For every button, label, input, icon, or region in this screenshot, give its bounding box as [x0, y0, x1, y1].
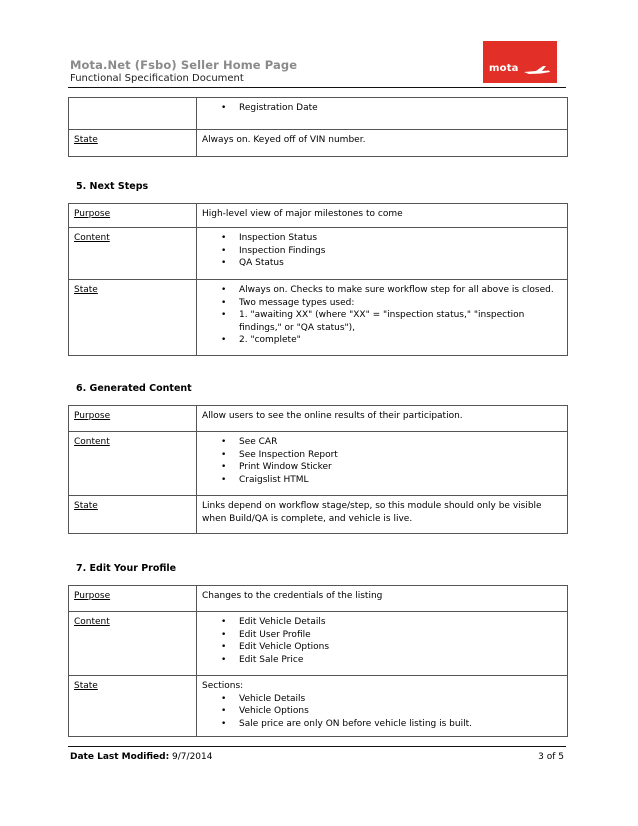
- row-key: Content: [69, 228, 197, 280]
- row-value: Changes to the credentials of the listing: [197, 586, 568, 612]
- row-key: State: [69, 130, 197, 157]
- list-item: • Craigslist HTML: [239, 474, 562, 487]
- header-rule: [68, 87, 566, 88]
- list-item: • Print Window Sticker: [239, 461, 562, 474]
- spec-table-edit-your-profile: [68, 585, 568, 737]
- row-value: [197, 280, 568, 356]
- row-key: Content: [69, 432, 197, 496]
- table-row: [69, 496, 568, 534]
- section-heading-generated-content: 6. Generated Content: [76, 383, 192, 394]
- list-item: • 2. "complete": [239, 334, 562, 347]
- row-value: Links depend on workflow stage/step, so this module should only be visible when Build/QA is complete, and vehicle is live.: [197, 496, 568, 534]
- bullet-list: [202, 436, 562, 486]
- row-key: State: [69, 280, 197, 356]
- row-value: [197, 432, 568, 496]
- row-key: State: [69, 496, 197, 534]
- table-row: [69, 586, 568, 612]
- table-row: [69, 98, 568, 130]
- list-item: • See Inspection Report: [239, 449, 562, 462]
- list-item: • Always on. Checks to make sure workflow step for all above is closed.: [239, 284, 562, 297]
- row-key: State: [69, 676, 197, 737]
- row-text: Sections:: [202, 681, 244, 691]
- row-key: [69, 98, 197, 130]
- row-value: [197, 612, 568, 676]
- list-item: • QA Status: [239, 257, 562, 270]
- bullet-list: [202, 232, 562, 270]
- list-item: • Edit User Profile: [239, 629, 562, 642]
- document-subtitle: Functional Specification Document: [70, 73, 244, 84]
- table-row: [69, 280, 568, 356]
- row-key: Content: [69, 612, 197, 676]
- list-item: • 1. "awaiting XX" (where "XX" = "inspection status," "inspection findings," or "QA status"),: [239, 309, 562, 334]
- bullet-list: [202, 616, 562, 666]
- row-value: [197, 98, 568, 130]
- list-item: • Registration Date: [239, 102, 562, 115]
- list-item: • Vehicle Details: [239, 693, 562, 706]
- list-item: • Inspection Findings: [239, 245, 562, 258]
- table-row: [69, 130, 568, 157]
- row-value: High-level view of major milestones to come: [197, 204, 568, 228]
- table-row: [69, 432, 568, 496]
- mota-logo: [483, 41, 557, 83]
- footer-date-modified: [70, 752, 212, 762]
- spec-table-next-steps: [68, 203, 568, 356]
- row-value: Allow users to see the online results of their participation.: [197, 406, 568, 432]
- section-heading-next-steps: 5. Next Steps: [76, 181, 149, 192]
- table-row: [69, 676, 568, 737]
- page-number: 3 of 5: [538, 752, 564, 762]
- document-title: Mota.Net (Fsbo) Seller Home Page: [70, 58, 298, 72]
- row-key: Purpose: [69, 406, 197, 432]
- bullet-list: [202, 284, 562, 347]
- table-row: [69, 612, 568, 676]
- table-row: [69, 228, 568, 280]
- table-row: [69, 204, 568, 228]
- footer-date-value: 9/7/2014: [172, 752, 213, 762]
- list-item: • Edit Vehicle Options: [239, 641, 562, 654]
- list-item: • Inspection Status: [239, 232, 562, 245]
- list-item: • Two message types used:: [239, 297, 562, 310]
- footer-rule: [68, 746, 566, 747]
- row-key: Purpose: [69, 586, 197, 612]
- footer-date-label: Date Last Modified:: [70, 752, 170, 762]
- row-value: [197, 228, 568, 280]
- bullet-list: [202, 693, 562, 731]
- spec-table-continued: [68, 97, 568, 157]
- logo-wordmark: mota: [489, 63, 519, 74]
- list-item: • Sale price are only ON before vehicle listing is built.: [239, 718, 562, 731]
- plane-icon: [523, 63, 551, 77]
- row-key: Purpose: [69, 204, 197, 228]
- row-value: Always on. Keyed off of VIN number.: [197, 130, 568, 157]
- row-value: [197, 676, 568, 737]
- list-item: • Edit Sale Price: [239, 654, 562, 667]
- list-item: • Vehicle Options: [239, 705, 562, 718]
- section-heading-edit-your-profile: 7. Edit Your Profile: [76, 563, 177, 574]
- list-item: • See CAR: [239, 436, 562, 449]
- list-item: • Edit Vehicle Details: [239, 616, 562, 629]
- spec-table-generated-content: [68, 405, 568, 534]
- table-row: [69, 406, 568, 432]
- bullet-list: [202, 102, 562, 115]
